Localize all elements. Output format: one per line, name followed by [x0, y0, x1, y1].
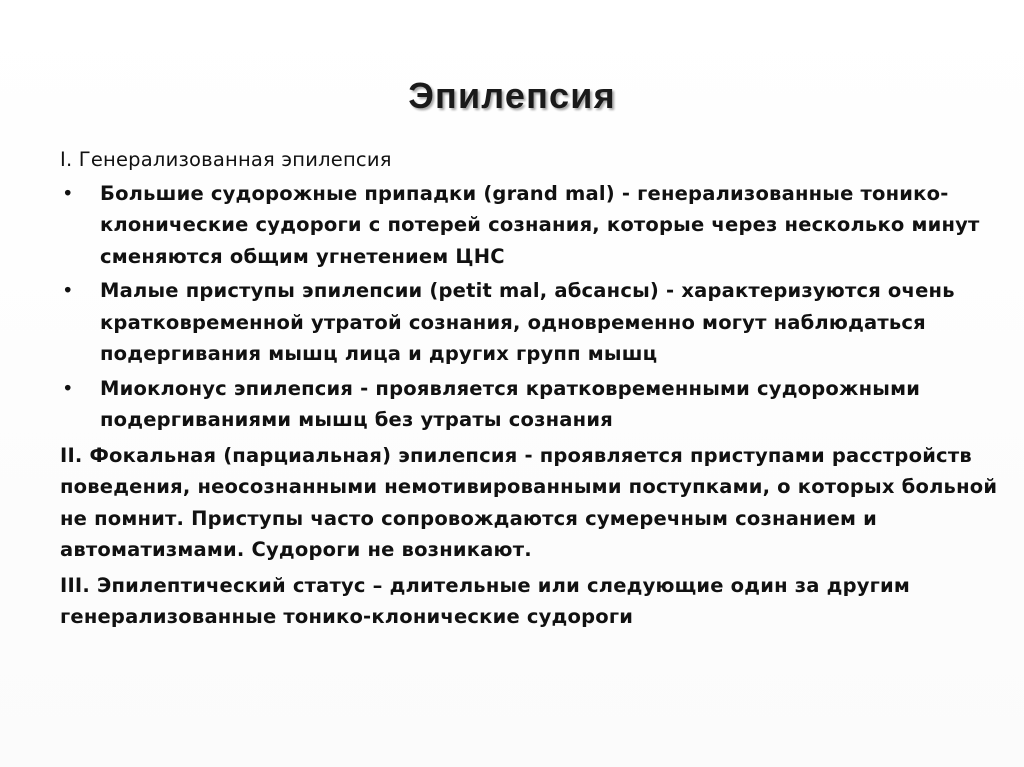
bullet-text: Миоклонус эпилепсия - проявляется кратковременными судорожными подергиваниями мышц без утраты сознания — [100, 376, 921, 431]
bullet-dot-icon: • — [62, 279, 74, 302]
slide-title: Эпилепсия — [408, 75, 616, 116]
bullet-item-petit-mal — [60, 275, 1010, 370]
section-1-bullet-list — [60, 178, 1010, 436]
bullet-item-grand-mal — [60, 178, 1010, 273]
slide-content — [60, 144, 1010, 633]
section-1-heading: I. Генерализованная эпилепсия — [60, 148, 392, 171]
section-2-paragraph: II. Фокальная (парциальная) эпилепсия - проявляется приступами расстройств поведения, неосознанными немотивированными поступками, о которых больной не помнит. Приступы часто сопровождаются сумеречным сознанием и автоматизмами. Судороги не возникают. — [60, 443, 998, 561]
bullet-dot-icon: • — [62, 376, 74, 400]
bullet-text: Большие судорожные припадки (grand mal) - генерализованные тонико-клонические судороги с потерей сознания, которые через несколько минут сменяются общим угнетением ЦНС — [100, 181, 980, 268]
bullet-item-myoclonus — [60, 373, 1010, 436]
bullet-dot-icon: • — [62, 181, 74, 205]
bullet-text: Малые приступы эпилепсии (petit mal, абсансы) - характеризуются очень кратковременной утратой сознания, одновременно могут наблюдаться подергивания мышц лица и других групп мышц — [100, 279, 955, 365]
section-3-paragraph: III. Эпилептический статус – длительные или следующие один за другим генерализованные тонико-клонические судороги — [60, 573, 911, 628]
